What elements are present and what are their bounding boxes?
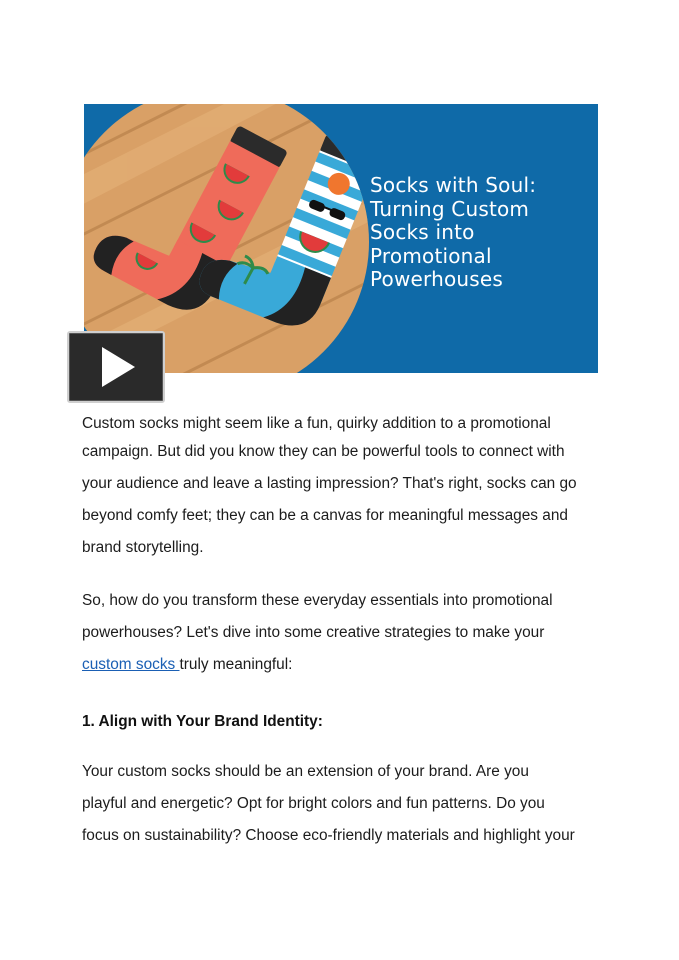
play-icon: [69, 333, 163, 401]
body-text-line: focus on sustainability? Choose eco-friendly materials and highlight your: [82, 827, 575, 844]
custom-socks-link[interactable]: custom socks: [82, 656, 180, 673]
hero-title-line: Socks into: [370, 220, 475, 244]
body-text-line: brand storytelling.: [82, 539, 204, 556]
body-text-line: Your custom socks should be an extension of your brand. Are you: [82, 763, 529, 780]
body-text-line: So, how do you transform these everyday essentials into promotional: [82, 592, 553, 609]
hero-title-line: Promotional: [370, 243, 492, 268]
body-text-line: Custom socks might seem like a fun, quirky addition to a promotional: [82, 415, 551, 432]
body-text-line: your audience and leave a lasting impression? That's right, socks can go: [82, 475, 577, 492]
hero-title-line: Turning Custom: [370, 196, 530, 221]
video-play-button[interactable]: [67, 331, 165, 403]
body-text-line: beyond comfy feet; they can be a canvas for meaningful messages and: [82, 507, 568, 524]
hero-title: [370, 174, 590, 292]
section-heading: 1. Align with Your Brand Identity:: [82, 713, 323, 730]
body-text-line-with-link: [82, 656, 292, 674]
body-text-line: campaign. But did you know they can be powerful tools to connect with: [82, 443, 565, 460]
body-text-line: powerhouses? Let's dive into some creative strategies to make your: [82, 624, 545, 641]
body-text-fragment: truly meaningful:: [179, 656, 293, 673]
body-text-line: playful and energetic? Opt for bright colors and fun patterns. Do you: [82, 795, 545, 812]
hero-title-line: Powerhouses: [370, 267, 504, 291]
hero-title-line: Socks with Soul:: [370, 173, 537, 197]
